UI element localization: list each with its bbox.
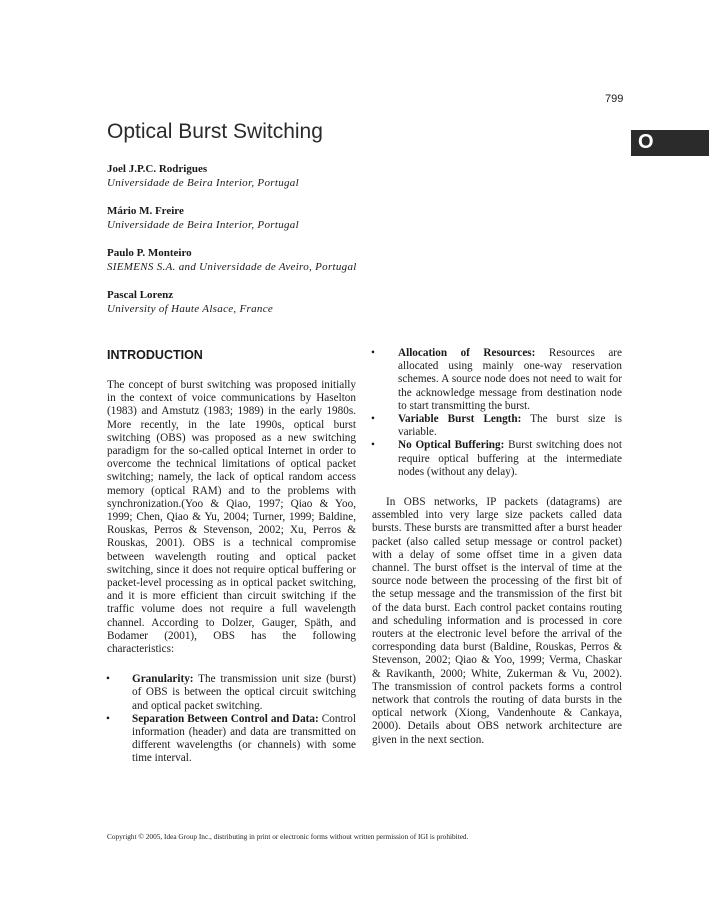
author-affiliation: SIEMENS S.A. and Universidade de Aveiro, Portugal xyxy=(107,261,357,273)
bullet-icon: • xyxy=(371,347,375,359)
list-item-text: Burst switching does not require optical buffering at the intermediate nodes (without any delay). xyxy=(398,439,622,478)
copyright-footer: Copyright © 2005, Idea Group Inc., distributing in print or electronic forms without written permission of IGI is prohibited. xyxy=(107,832,469,841)
body-paragraph: In OBS networks, IP packets (datagrams) are assembled into very large size packets called data bursts. These bursts are transmitted after a burst header packet (also called setup message or control packet) with a delay of some offset time in a given data channel. The burst offset is the interval of time at the source node between the processing of the first bit of the setup message and the transmission of the first bit of the data burst. Each control packet contains routing and scheduling information and is processed in core routers at the electronic level before the arrival of the corresponding data burst (Baldine, Rouskas, Perros & Stevenson, 2002; Qiao & Yoo, 1999; Verma, Chaskar & Ravikanth, 2000; White, Zukerman & Vu, 2002). The transmission of control packets forms a control network that controls the routing of data bursts in the optical network (Xiong, Vandenhoute & Cankaya, 2000). Details about OBS network architecture are given in the next section. xyxy=(372,496,622,746)
list-item-term: Variable Burst Length: xyxy=(398,413,522,426)
bullet-icon: • xyxy=(106,673,110,686)
author-affiliation: University of Haute Alsace, France xyxy=(107,303,274,315)
author-name: Pascal Lorenz xyxy=(107,289,174,301)
author-name: Joel J.P.C. Rodrigues xyxy=(107,163,208,175)
article-title: Optical Burst Switching xyxy=(107,120,323,143)
section-tab-letter: O xyxy=(638,131,654,153)
list-item-text: Control information (header) and data are transmitted on different wavelengths (or channels) with some time interval. xyxy=(132,712,356,765)
author-affiliation: Universidade de Beira Interior, Portugal xyxy=(107,219,299,231)
author-block xyxy=(107,246,607,274)
list-item-text: Resources are allocated using mainly one-way reservation schemes. A source node does not need to wait for the acknowledge message from destination node to start transmitting the burst. xyxy=(398,347,623,412)
author-name: Mário M. Freire xyxy=(107,205,184,217)
author-affiliation: Universidade de Beira Interior, Portugal xyxy=(107,177,299,189)
section-heading: INTRODUCTION xyxy=(107,348,203,362)
list-item-term: Allocation of Resources: xyxy=(398,347,536,359)
list-item-term: Granularity: xyxy=(132,673,194,686)
list-item xyxy=(107,713,356,766)
bullet-icon: • xyxy=(371,413,375,426)
list-item-term: Separation Between Control and Data: xyxy=(132,712,319,725)
author-list xyxy=(107,162,607,330)
author-block xyxy=(107,204,607,232)
left-column xyxy=(107,347,356,766)
author-block xyxy=(107,288,607,316)
list-item-text: The burst size is variable. xyxy=(398,413,622,439)
characteristics-list-left xyxy=(107,673,356,765)
right-column xyxy=(372,347,622,764)
author-name: Paulo P. Monteiro xyxy=(107,247,192,259)
author-block xyxy=(107,162,607,190)
list-item xyxy=(372,439,622,479)
list-item xyxy=(372,413,622,439)
bullet-icon: • xyxy=(106,712,110,725)
section-tab xyxy=(631,130,709,156)
characteristics-list-right xyxy=(372,347,622,479)
page-number: 799 xyxy=(605,93,624,105)
list-item xyxy=(107,673,356,713)
list-item-term: No Optical Buffering: xyxy=(398,439,505,452)
list-item xyxy=(372,347,622,413)
list-item-text: The transmission unit size (burst) of OBS is between the optical circuit switching and optical packet switching. xyxy=(132,673,356,712)
bullet-icon: • xyxy=(371,439,375,452)
intro-paragraph: The concept of burst switching was proposed initially in the context of voice communications by Haselton (1983) and Amstutz (1983; 1989) in the early 1980s. More recently, in the late 1990s, optical burst switching (OBS) was proposed as a new switching paradigm for the so-called optical Internet in order to overcome the technical limitations of optical packet switching; namely, the lack of optical random access memory (optical RAM) and to the problems with synchronization.(Yoo & Qiao, 1997; Qiao & Yoo, 1999; Chen, Qiao & Yu, 2004; Turner, 1999; Baldine, Rouskas, Perros & Stevenson, 2002; Xu, Perros & Rouskas, 2001). OBS is a technical compromise between wavelength routing and optical packet switching, since it does not require optical buffering or packet-level processing as in optical packet switching, and it is more efficient than circuit switching if the traffic volume does not require a full wavelength channel. According to Dolzer, Gauger, Späth, and Bodamer (2001), OBS has the following characteristics: xyxy=(107,379,356,656)
